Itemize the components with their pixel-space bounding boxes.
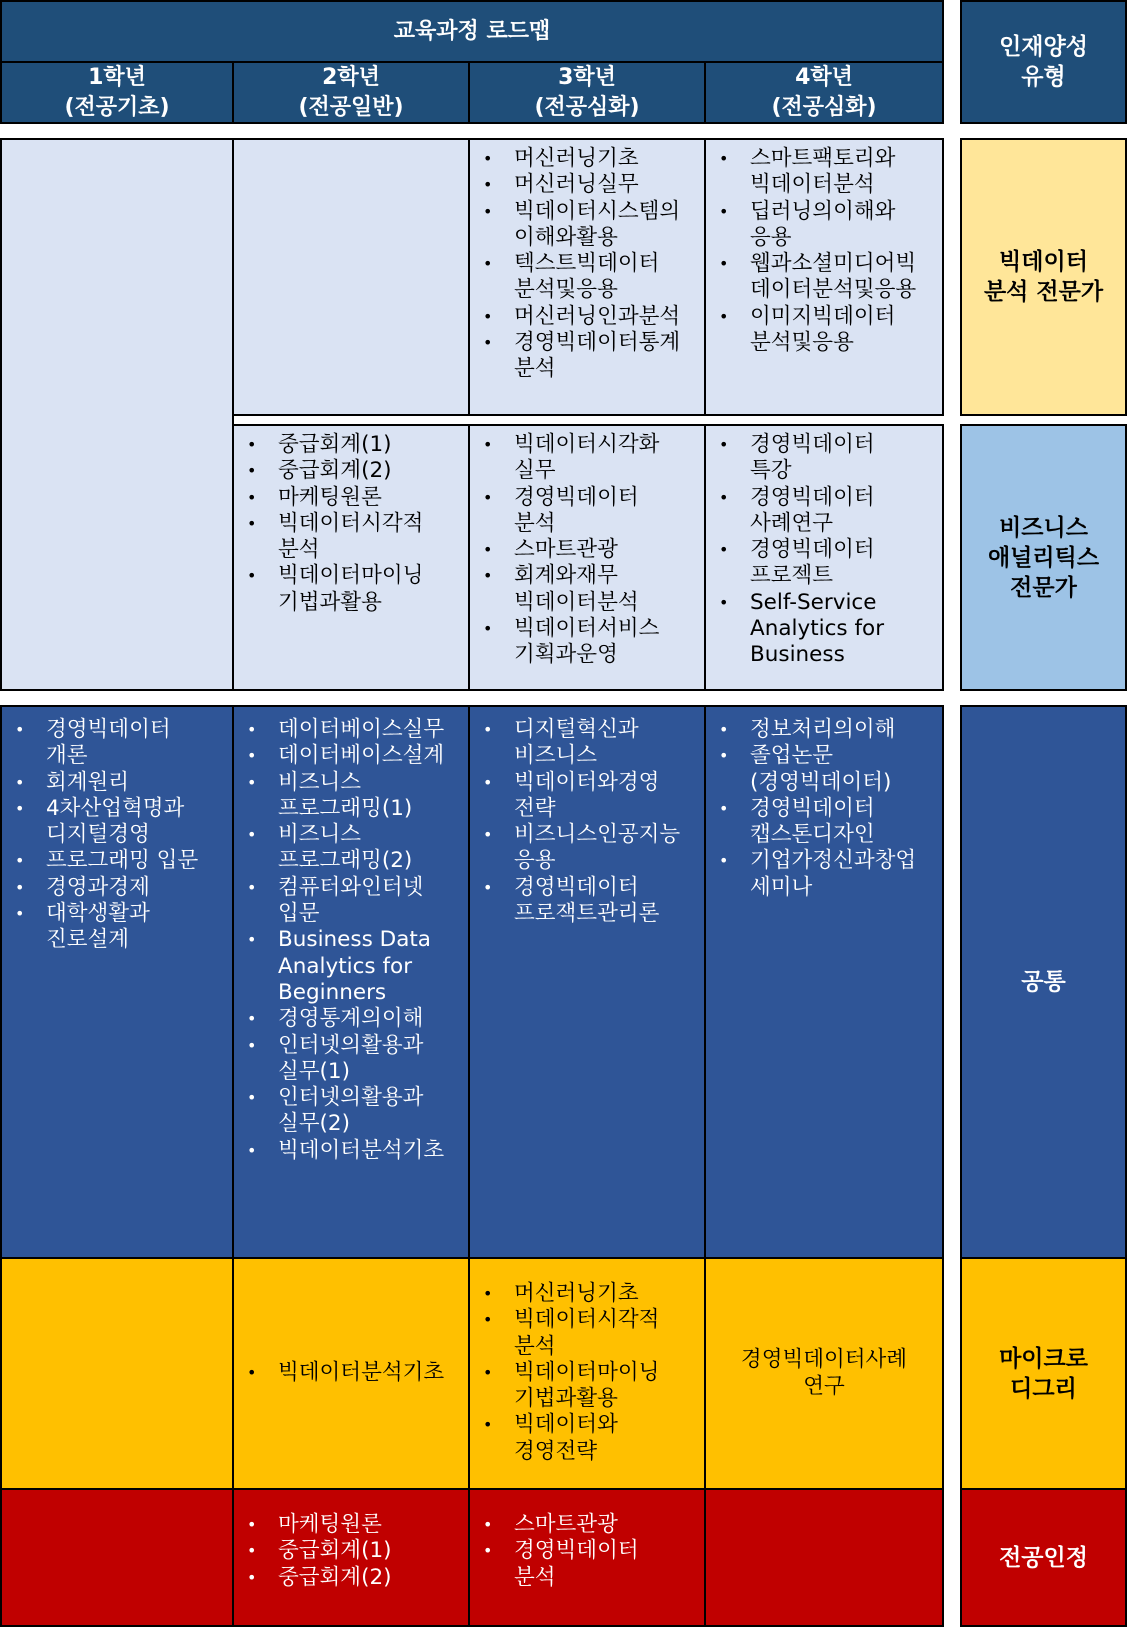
course-item: • 경영빅데이터 캡스톤디자인 — [706, 796, 942, 849]
course-item: • 회계와재무 빅데이터분석 — [470, 563, 704, 616]
major-y4-cell — [704, 1488, 944, 1627]
type-bigdata-expert: 빅데이터 분석 전문가 — [960, 138, 1127, 416]
talent-type-header: 인재양성 유형 — [960, 0, 1127, 124]
major-y2-cell — [232, 1488, 470, 1627]
course-item: • 중급회계(1) — [234, 432, 468, 458]
course-item: • Business Data Analytics for Beginners — [234, 927, 468, 1006]
course-item: • 데이터베이스설계 — [234, 743, 468, 769]
business-y3-list — [470, 432, 704, 669]
course-item: • 경영빅데이터 특강 — [706, 432, 942, 485]
bigdata-y4-cell — [704, 138, 944, 416]
course-item: • 빅데이터마이닝 기법과활용 — [234, 563, 468, 616]
major-y3-cell — [468, 1488, 706, 1627]
course-item: • 마케팅원론 — [234, 485, 468, 511]
type-common: 공통 — [960, 705, 1127, 1259]
common-y1-cell — [0, 705, 234, 1259]
major-y3-list — [470, 1512, 704, 1591]
course-item: • 스마트팩토리와 빅데이터분석 — [706, 146, 942, 199]
course-item: • 경영빅데이터 분석 — [470, 1538, 704, 1591]
course-item: • 빅데이터분석기초 — [234, 1360, 468, 1386]
course-item: • 데이터베이스실무 — [234, 717, 468, 743]
business-y4-cell — [704, 424, 944, 691]
course-item: • 정보처리의이해 — [706, 717, 942, 743]
course-item: • 경영빅데이터 프로젝트 — [706, 537, 942, 590]
micro-y3-cell — [468, 1257, 706, 1490]
micro-y2-cell — [232, 1257, 470, 1490]
year-1-header: 1학년 (전공기초) — [0, 61, 234, 124]
course-item: • 머신러닝실무 — [470, 172, 704, 198]
course-item: • 기업가정신과창업 세미나 — [706, 848, 942, 901]
course-item: • 컴퓨터와인터넷 입문 — [234, 875, 468, 928]
course-item: • 경영빅데이터 프로잭트관리론 — [470, 875, 704, 928]
course-item: • 빅데이터시스템의 이해와활용 — [470, 199, 704, 252]
micro-y3-list — [470, 1281, 704, 1465]
course-item: • 경영빅데이터 분석 — [470, 485, 704, 538]
course-item: • 4차산업혁명과 디지털경영 — [2, 796, 232, 849]
micro-y4-cell: 경영빅데이터사례 연구 — [704, 1257, 944, 1490]
bigdata-y4-list — [706, 146, 942, 356]
business-y3-cell — [468, 424, 706, 691]
common-y2-list — [234, 717, 468, 1164]
common-y2-cell — [232, 705, 470, 1259]
course-item: • 빅데이터시각적 분석 — [234, 511, 468, 564]
course-item: • 경영빅데이터통계 분석 — [470, 330, 704, 383]
roadmap-title: 교육과정 로드맵 — [0, 0, 944, 63]
major-y1-cell — [0, 1488, 234, 1627]
course-item: • 빅데이터시각화 실무 — [470, 432, 704, 485]
course-item: • 빅데이터분석기초 — [234, 1138, 468, 1164]
course-item: • 대학생활과 진로설계 — [2, 901, 232, 954]
course-item: • 졸업논문 (경영빅데이터) — [706, 743, 942, 796]
course-item: • 비즈니스 프로그래밍(2) — [234, 822, 468, 875]
course-item: • Self-Service Analytics for Business — [706, 590, 942, 669]
course-item: • 중급회계(2) — [234, 1565, 468, 1591]
common-y1-list — [2, 717, 232, 954]
course-item: • 경영과경제 — [2, 875, 232, 901]
common-y4-cell — [704, 705, 944, 1259]
type-major-recognition: 전공인정 — [960, 1488, 1127, 1627]
year-2-header: 2학년 (전공일반) — [232, 61, 470, 124]
business-y2-cell — [232, 424, 470, 691]
year-3-header: 3학년 (전공심화) — [468, 61, 706, 124]
course-item: • 디지털혁신과 비즈니스 — [470, 717, 704, 770]
course-item: • 비즈니스 프로그래밍(1) — [234, 770, 468, 823]
course-item: • 경영통계의이해 — [234, 1006, 468, 1032]
micro-y1-cell — [0, 1257, 234, 1490]
micro-y2-list — [234, 1360, 468, 1386]
year-4-header: 4학년 (전공심화) — [704, 61, 944, 124]
course-item: • 경영빅데이터 개론 — [2, 717, 232, 770]
course-item: • 스마트관광 — [470, 1512, 704, 1538]
course-item: • 딥러닝의이해와 응용 — [706, 199, 942, 252]
course-item: • 머신러닝기초 — [470, 146, 704, 172]
course-item: • 회계원리 — [2, 770, 232, 796]
major-y2-list — [234, 1512, 468, 1591]
business-y4-list — [706, 432, 942, 669]
course-item: • 머신러닝기초 — [470, 1281, 704, 1307]
course-item: • 스마트관광 — [470, 537, 704, 563]
course-item: • 마케팅원론 — [234, 1512, 468, 1538]
course-item: • 인터넷의활용과 실무(2) — [234, 1085, 468, 1138]
type-business-analytics-expert: 비즈니스 애널리틱스 전문가 — [960, 424, 1127, 691]
course-item: • 빅데이터서비스 기획과운영 — [470, 616, 704, 669]
course-item: • 빅데이터마이닝 기법과활용 — [470, 1360, 704, 1413]
bigdata-y3-cell — [468, 138, 706, 416]
bigdata-y2-cell — [232, 138, 470, 416]
course-item: • 중급회계(1) — [234, 1538, 468, 1564]
type-micro-degree: 마이크로 디그리 — [960, 1257, 1127, 1490]
course-item: • 텍스트빅데이터 분석및응용 — [470, 251, 704, 304]
bigdata-business-y1-cell — [0, 138, 234, 691]
course-item: • 경영빅데이터 사례연구 — [706, 485, 942, 538]
course-item: • 빅데이터와경영 전략 — [470, 770, 704, 823]
course-item: • 웹과소셜미디어빅 데이터분석및응용 — [706, 251, 942, 304]
course-item: • 프로그래밍 입문 — [2, 848, 232, 874]
common-y4-list — [706, 717, 942, 901]
course-item: • 비즈니스인공지능 응용 — [470, 822, 704, 875]
course-item: • 빅데이터시각적 분석 — [470, 1307, 704, 1360]
course-item: • 중급회계(2) — [234, 458, 468, 484]
common-y3-cell — [468, 705, 706, 1259]
common-y3-list — [470, 717, 704, 927]
business-y2-list — [234, 432, 468, 616]
course-item: • 인터넷의활용과 실무(1) — [234, 1033, 468, 1086]
course-item: • 이미지빅데이터 분석및응용 — [706, 304, 942, 357]
bigdata-y3-list — [470, 146, 704, 383]
course-item: • 빅데이터와 경영전략 — [470, 1412, 704, 1465]
course-item: • 머신러닝인과분석 — [470, 304, 704, 330]
